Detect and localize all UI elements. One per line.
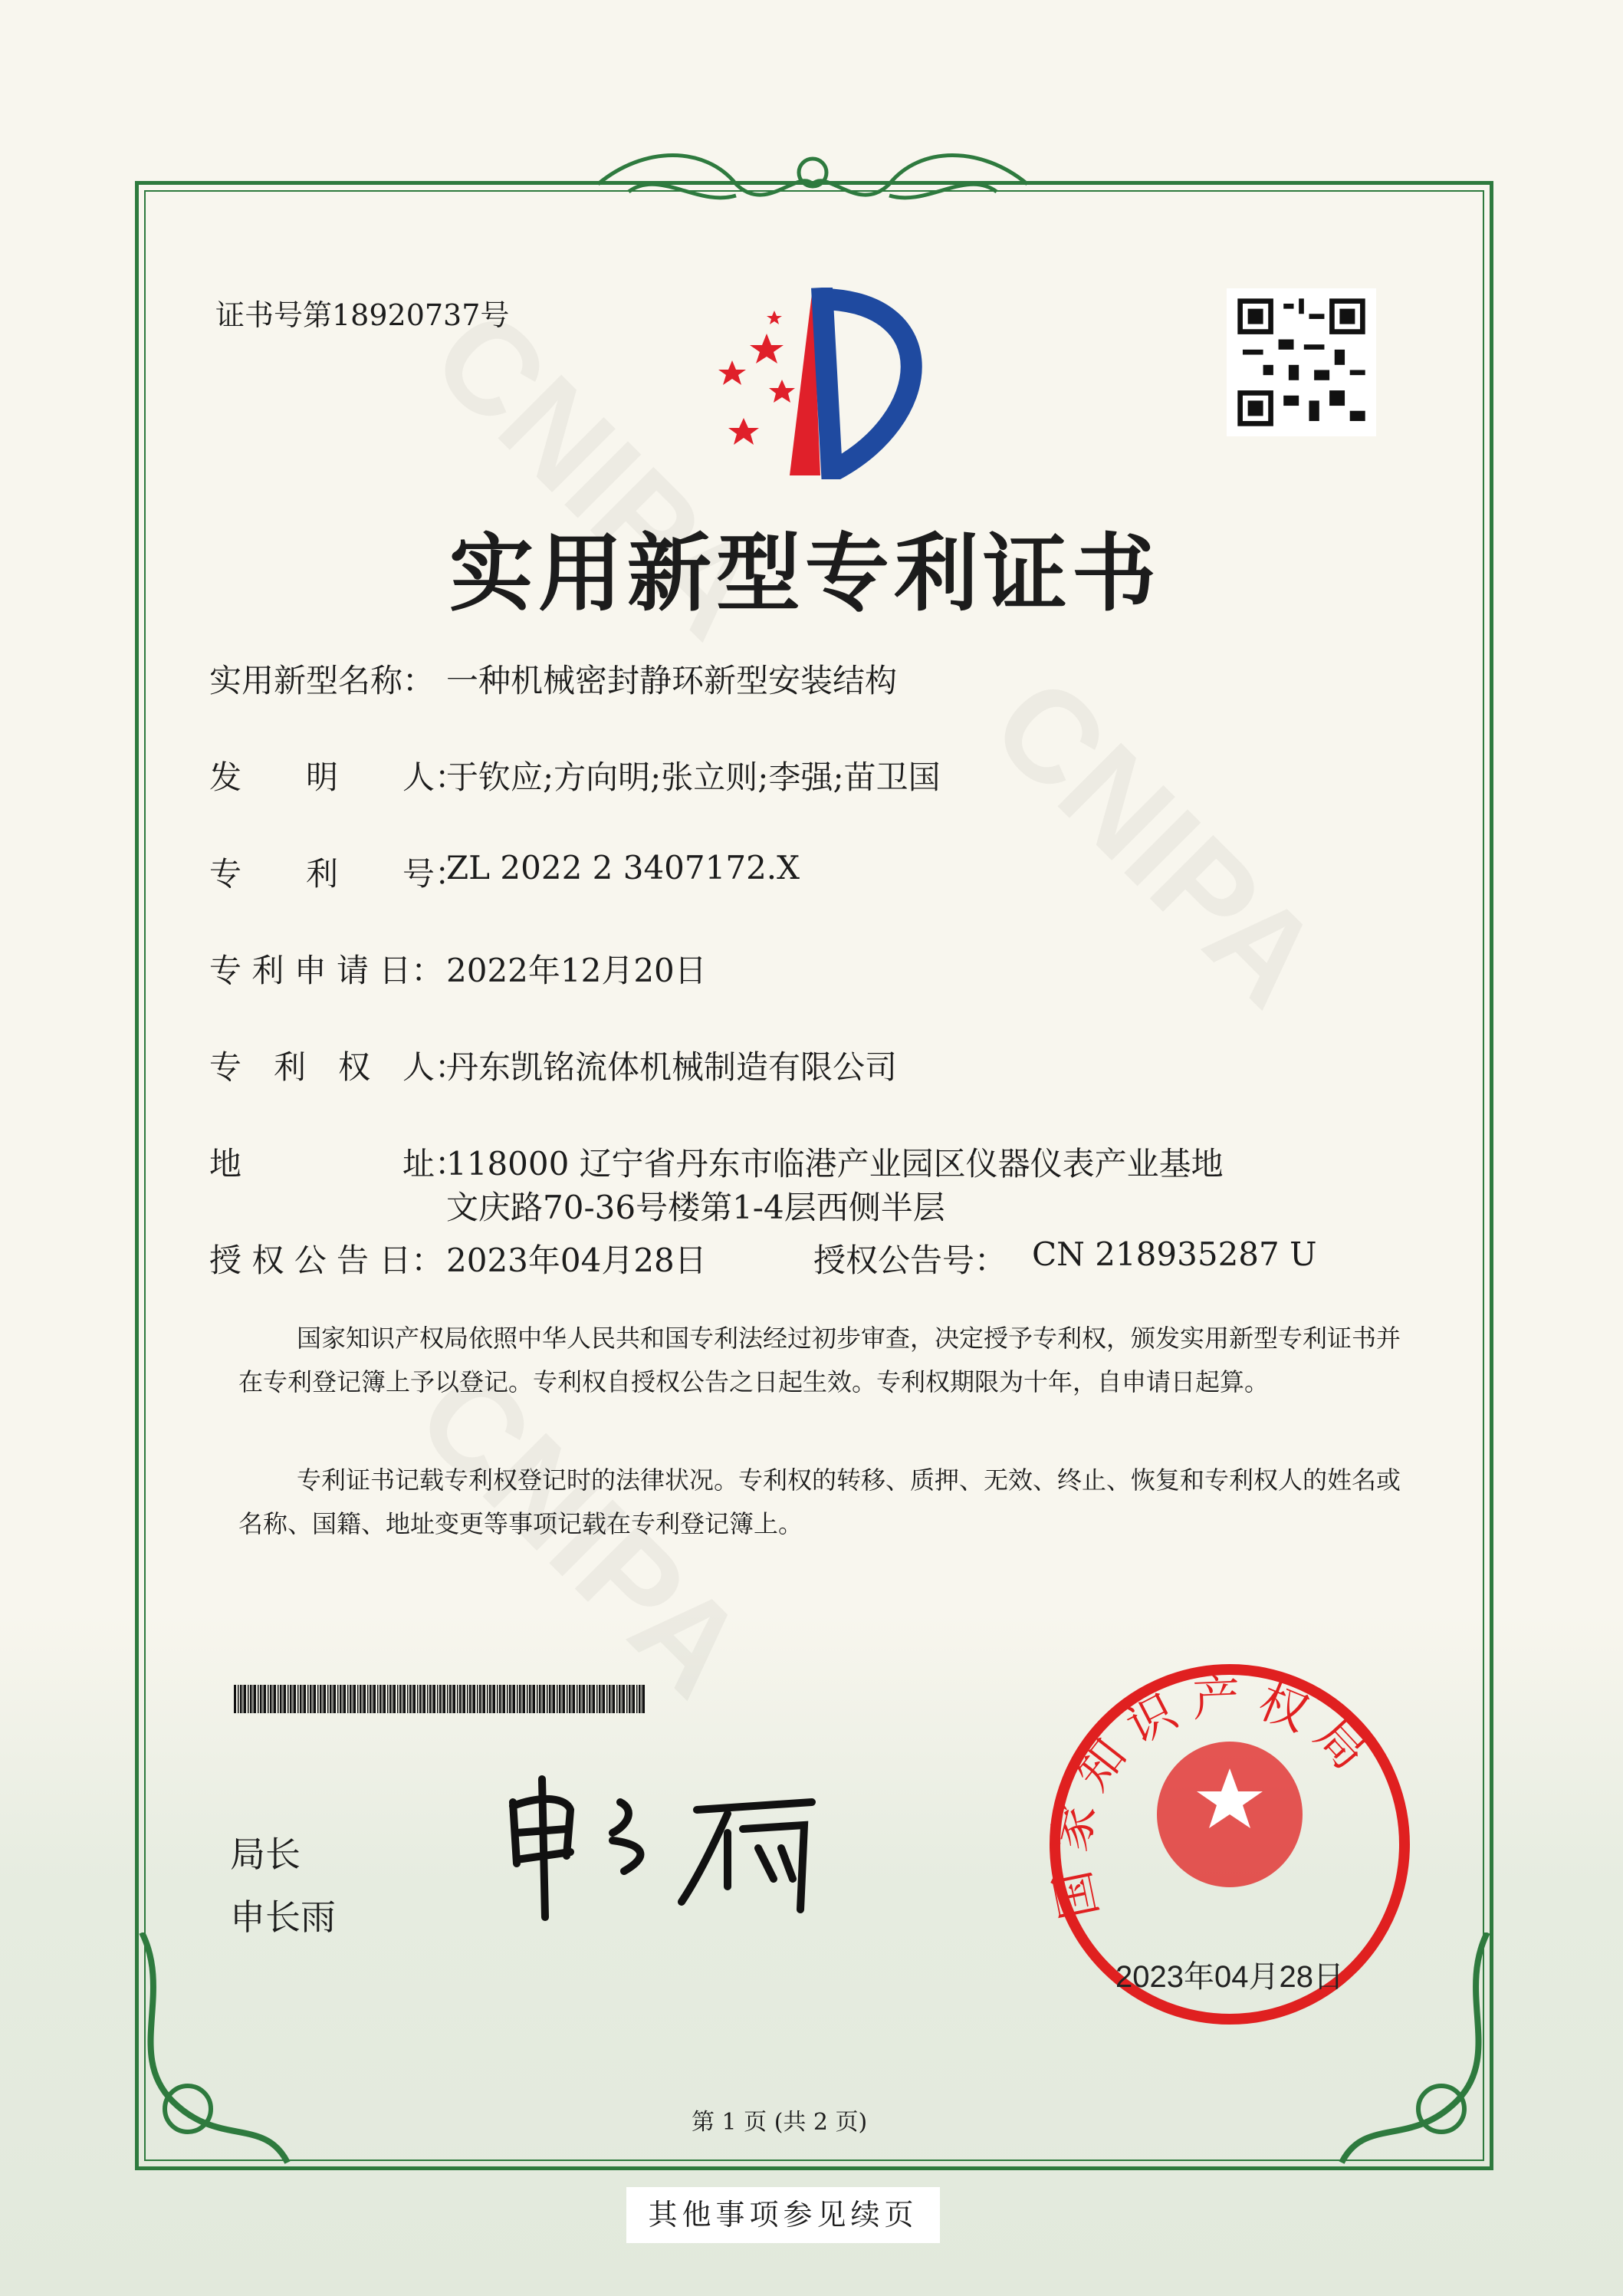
certificate-number: 证书号第18920737号 — [215, 298, 510, 332]
signatory-title: 局长 — [230, 1834, 301, 1875]
handwritten-signature — [498, 1771, 827, 1925]
field-value-address: 118000 辽宁省丹东市临港产业园区仪器仪表产业基地 — [446, 1145, 1224, 1183]
field-value-grant-date: 2023年04月28日 — [446, 1242, 707, 1279]
seal-date: 2023年04月28日 — [1115, 1960, 1344, 1994]
page-number: 第 1 页 (共 2 页) — [692, 2109, 868, 2136]
page-title: 实用新型专利证书 — [449, 525, 1161, 623]
seal-text: 国家知识产权局 — [1046, 1669, 1388, 1924]
field-label-filing-date: 专 利 申 请 日： — [209, 952, 444, 989]
official-seal — [1046, 1661, 1413, 2028]
field-label-inventors: 发 明 人： — [209, 758, 468, 796]
field-label-address: 地 址： — [209, 1145, 468, 1183]
cnipa-logo-icon — [690, 288, 943, 479]
field-value-patent-number: ZL 2022 2 3407172.X — [446, 849, 800, 886]
field-label-patentee: 专 利 权 人： — [209, 1048, 468, 1086]
field-label-patent-number: 专 利 号： — [209, 855, 468, 893]
top-ornament-icon — [583, 138, 1043, 222]
corner-ornament-icon — [126, 1933, 295, 2178]
field-value-filing-date: 2022年12月20日 — [446, 952, 707, 989]
field-value-patentee: 丹东凯铭流体机械制造有限公司 — [446, 1048, 898, 1086]
field-value-inventors: 于钦应;方向明;张立则;李强;苗卫国 — [446, 758, 941, 796]
field-value-name: 一种机械密封静环新型安装结构 — [446, 662, 898, 699]
field-label-name: 实用新型名称： — [209, 662, 435, 699]
field-label-grant-date: 授 权 公 告 日： — [209, 1242, 444, 1279]
paragraph-grant: 国家知识产权局依照中华人民共和国专利法经过初步审查，决定授予专利权，颁发实用新型专利证书并在专利登记簿上予以登记。专利权自授权公告之日起生效。专利权期限为十年，自申请日起算。 — [238, 1324, 1401, 1396]
field-value-address-line2: 文庆路70-36号楼第1-4层西侧半层 — [446, 1189, 945, 1226]
footer-note: 其他事项参见续页 — [626, 2187, 940, 2243]
field-label-grant-number: 授权公告号： — [813, 1242, 1007, 1279]
signatory-name: 申长雨 — [230, 1896, 336, 1938]
barcode — [234, 1685, 645, 1713]
field-value-grant-number: CN 218935287 U — [1032, 1235, 1317, 1273]
qr-code — [1227, 288, 1376, 436]
paragraph-legal: 专利证书记载专利权登记时的法律状况。专利权的转移、质押、无效、终止、恢复和专利权人的姓名或名称、国籍、地址变更等事项记载在专利登记簿上。 — [238, 1465, 1401, 1538]
